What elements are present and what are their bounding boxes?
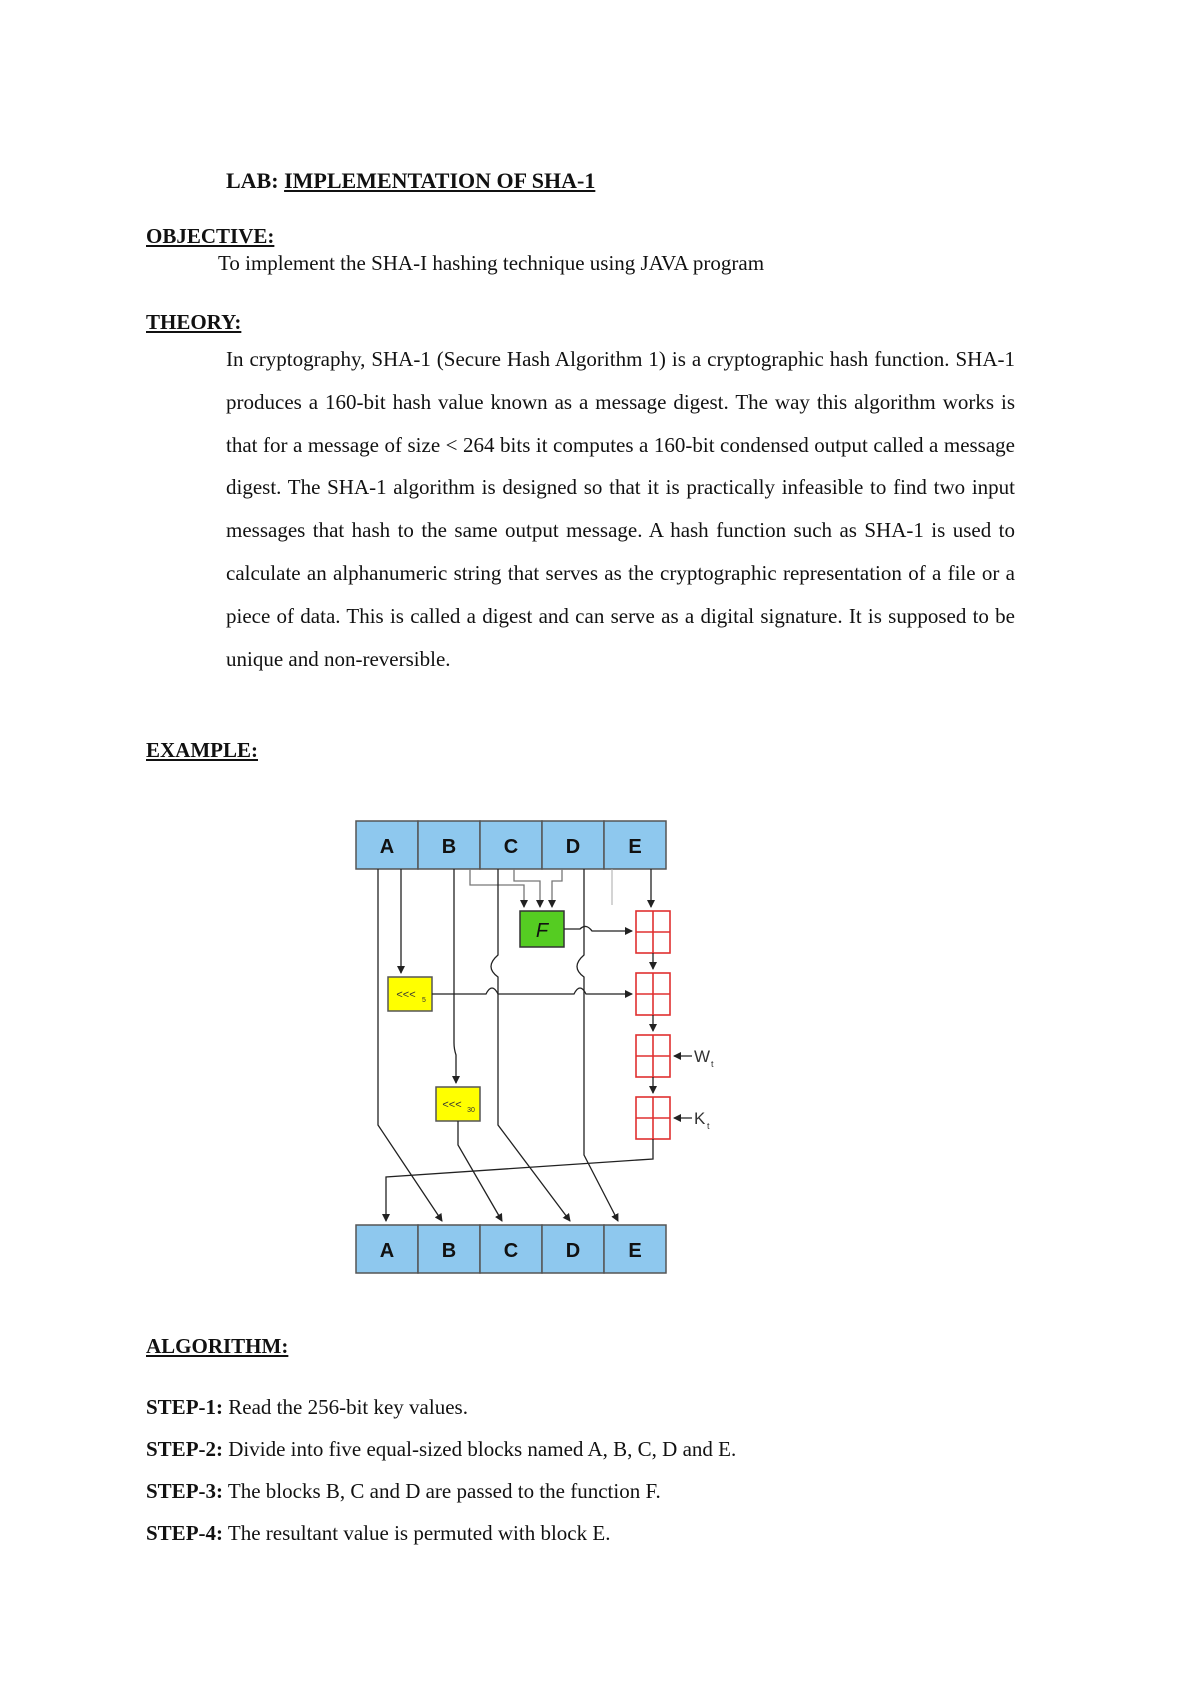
theory-paragraph: In cryptography, SHA-1 (Secure Hash Algorithm 1) is a cryptographic hash function. SHA-1 produces a 160-bit hash value known as a message digest. The way this algorithm works is that for a message of size < 264 bits it computes a 160-bit condensed output called a message digest. The SHA-1 algorithm is designed so that it is practically infeasible to find two input messages that hash to the same output message. A hash function such as SHA-1 is used to calculate an alphanumeric string that serves as the cryptographic representation of a file or a piece of data. This is called a digest and can serve as a digital signature. It is supposed to be unique and non-reversible. [226, 347, 1015, 671]
top-label-a: A [379, 836, 395, 858]
top-blocks [356, 821, 666, 869]
step-2-text: Divide into five equal-sized blocks named A, B, C, D and E. [223, 1437, 737, 1461]
top-label-e: E [628, 836, 642, 858]
objective-heading: OBJECTIVE: [146, 224, 275, 248]
rot5-to-adder-line [432, 988, 632, 994]
sha1-round-diagram [352, 815, 722, 1285]
top-label-d: D [565, 836, 581, 858]
bottom-label-a: A [379, 1240, 395, 1262]
step-4 [146, 1521, 610, 1546]
top-label-b: B [441, 836, 457, 858]
kt-sub: t [707, 1121, 710, 1131]
bottom-label-c: C [503, 1240, 519, 1262]
step-1-text: Read the 256-bit key values. [223, 1395, 468, 1419]
step-4-label: STEP-4: [146, 1521, 224, 1545]
rotate-5-sub: 5 [422, 997, 426, 1004]
f-to-adder-line [564, 926, 632, 931]
step-3-label: STEP-3: [146, 1479, 224, 1503]
wt-label: W [694, 1047, 711, 1066]
step-3 [146, 1479, 661, 1504]
output-lines [378, 869, 653, 1221]
rotate-30-label: <<< [442, 1099, 462, 1111]
step-4-text: The resultant value is permuted with block E. [223, 1521, 611, 1545]
title-main: IMPLEMENTATION OF SHA-1 [284, 168, 596, 193]
b-to-rot30-line [454, 869, 456, 1083]
step-2-label: STEP-2: [146, 1437, 224, 1461]
top-label-c: C [503, 836, 519, 858]
bottom-label-d: D [565, 1240, 581, 1262]
step-2 [146, 1437, 736, 1462]
page-title [226, 168, 595, 194]
objective-text: To implement the SHA-I hashing technique using JAVA program [218, 251, 765, 275]
rotate-30-sub: 30 [467, 1107, 475, 1114]
bottom-label-e: E [628, 1240, 642, 1262]
theory-heading: THEORY: [146, 310, 242, 334]
bottom-blocks [356, 1225, 666, 1273]
wt-sub: t [711, 1059, 714, 1069]
step-1-label: STEP-1: [146, 1395, 224, 1419]
example-heading: EXAMPLE: [146, 738, 258, 762]
f-input-lines [470, 869, 562, 907]
kt-label: K [694, 1109, 706, 1128]
function-f-label: F [535, 920, 549, 942]
step-3-text: The blocks B, C and D are passed to the function F. [223, 1479, 661, 1503]
bottom-label-b: B [441, 1240, 457, 1262]
rotate-5-label: <<< [396, 989, 416, 1001]
step-1 [146, 1395, 468, 1420]
algorithm-heading: ALGORITHM: [146, 1334, 289, 1358]
title-prefix: LAB: [226, 168, 285, 193]
